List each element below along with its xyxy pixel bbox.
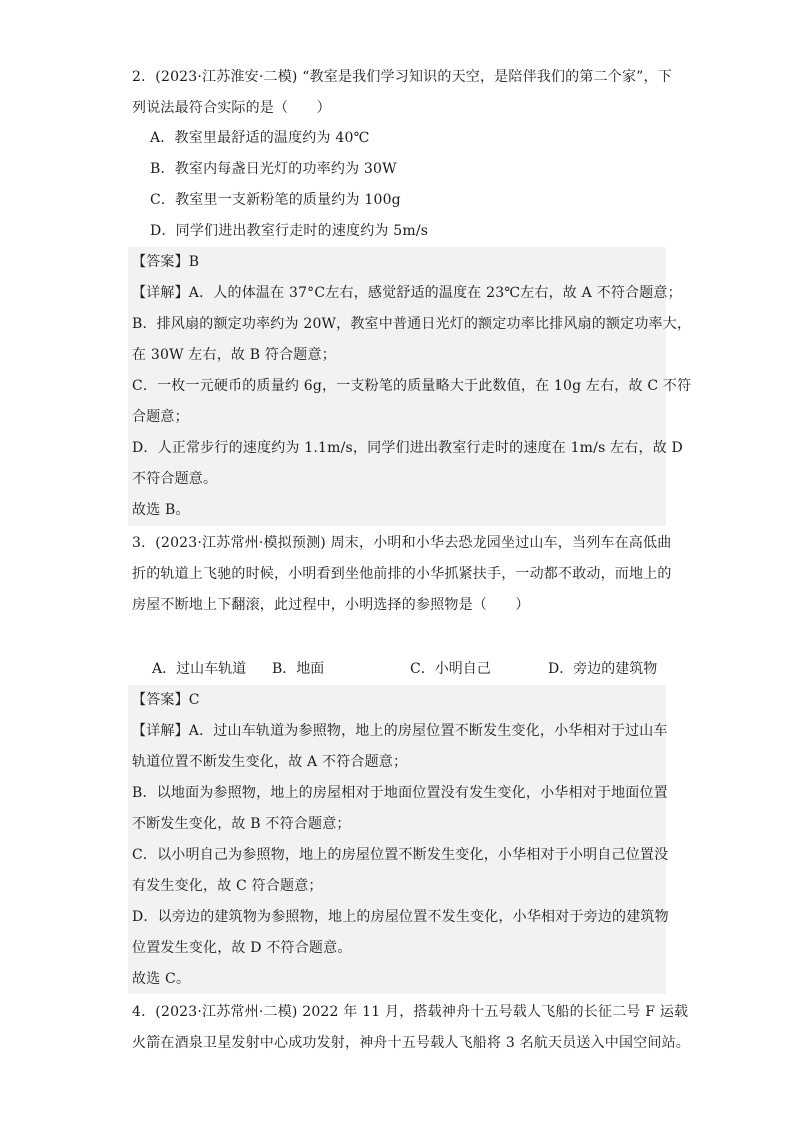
q3-stem-line-2: 折的轨道上飞驰的时候，小明看到坐他前排的小华抓紧扶手，一动都不敢动，而地上的 bbox=[132, 566, 672, 582]
q2-option-b: B．教室内每盏日光灯的功率约为 30W bbox=[150, 161, 397, 177]
q2-explain-line-3: 在 30W 左右，故 B 符合题意； bbox=[132, 347, 336, 363]
q2-explain-line-8: 故选 B。 bbox=[132, 502, 190, 518]
q2-option-d: D．同学们进出教室行走时的速度约为 5m/s bbox=[150, 223, 429, 239]
q3-explain-line-2: 轨道位置不断发生变化，故 A 不符合题意； bbox=[132, 754, 408, 770]
q3-explain-line-8: 位置发生变化，故 D 不符合题意。 bbox=[132, 940, 352, 956]
q2-explain-line-7: 不符合题意。 bbox=[132, 471, 218, 487]
q2-explain-line-4: C．一枚一元硬币的质量约 6g，一支粉笔的质量略大于此数值，在 10g 左右，故 C 不符 bbox=[132, 378, 692, 394]
q2-option-c: C．教室里一支新粉笔的质量约为 100g bbox=[150, 192, 401, 208]
q3-stem-line-1: 3．(2023·江苏常州·模拟预测) 周末，小明和小华去恐龙园坐过山车，当列车在高低曲 bbox=[132, 535, 672, 551]
q3-explain-line-7: D．以旁边的建筑物为参照物，地上的房屋位置不发生变化，小华相对于旁边的建筑物 bbox=[132, 909, 669, 925]
q3-explain-line-9: 故选 C。 bbox=[132, 971, 191, 987]
q3-explain-line-6: 有发生变化，故 C 符合题意； bbox=[132, 878, 323, 894]
q3-option-d: D．旁边的建筑物 bbox=[548, 661, 658, 677]
q3-explain-line-3: B．以地面为参照物，地上的房屋相对于地面位置没有发生变化，小华相对于地面位置 bbox=[132, 785, 668, 801]
q4-stem-line-2: 火箭在酒泉卫星发射中心成功发射，神舟十五号载人飞船将 3 名航天员送入中国空间站。 bbox=[132, 1035, 691, 1051]
q2-explain-line-5: 合题意； bbox=[132, 409, 189, 425]
q3-option-a: A．过山车轨道 bbox=[152, 661, 247, 677]
q3-stem-line-3: 房屋不断地上下翻滚，此过程中，小明选择的参照物是（ ） bbox=[132, 597, 530, 613]
q3-explain-line-1: 【详解】A．过山车轨道为参照物，地上的房屋位置不断发生变化，小华相对于过山车 bbox=[132, 723, 668, 739]
q3-explain-line-4: 不断发生变化，故 B 不符合题意； bbox=[132, 816, 351, 832]
q3-option-b: B．地面 bbox=[272, 661, 325, 677]
q3-option-c: C．小明自己 bbox=[410, 661, 491, 677]
q3-answer: 【答案】C bbox=[132, 692, 200, 708]
q3-explain-line-5: C．以小明自己为参照物，地上的房屋位置不断发生变化，小华相对于小明自己位置没 bbox=[132, 847, 669, 863]
q2-stem-line-2: 列说法最符合实际的是（ ） bbox=[132, 100, 331, 116]
q4-stem-line-1: 4．(2023·江苏常州·二模) 2022 年 11 月，搭载神舟十五号载人飞船的长征二号 F 运载 bbox=[132, 1004, 689, 1020]
q2-option-a: A．教室里最舒适的温度约为 40℃ bbox=[150, 130, 370, 146]
q2-answer: 【答案】B bbox=[132, 254, 200, 270]
q2-explain-line-1: 【详解】A．人的体温在 37°C左右，感觉舒适的温度在 23℃左右，故 A 不符合题意； bbox=[132, 285, 682, 301]
q2-explain-line-6: D．人正常步行的速度约为 1.1m/s，同学们进出教室行走时的速度在 1m/s 左右，故 D bbox=[132, 440, 683, 456]
q2-explain-line-2: B．排风扇的额定功率约为 20W，教室中普通日光灯的额定功率比排风扇的额定功率大， bbox=[132, 316, 692, 332]
q2-stem-line-1: 2．(2023·江苏淮安·二模) “教室是我们学习知识的天空，是陪伴我们的第二个家”，下 bbox=[132, 69, 672, 85]
